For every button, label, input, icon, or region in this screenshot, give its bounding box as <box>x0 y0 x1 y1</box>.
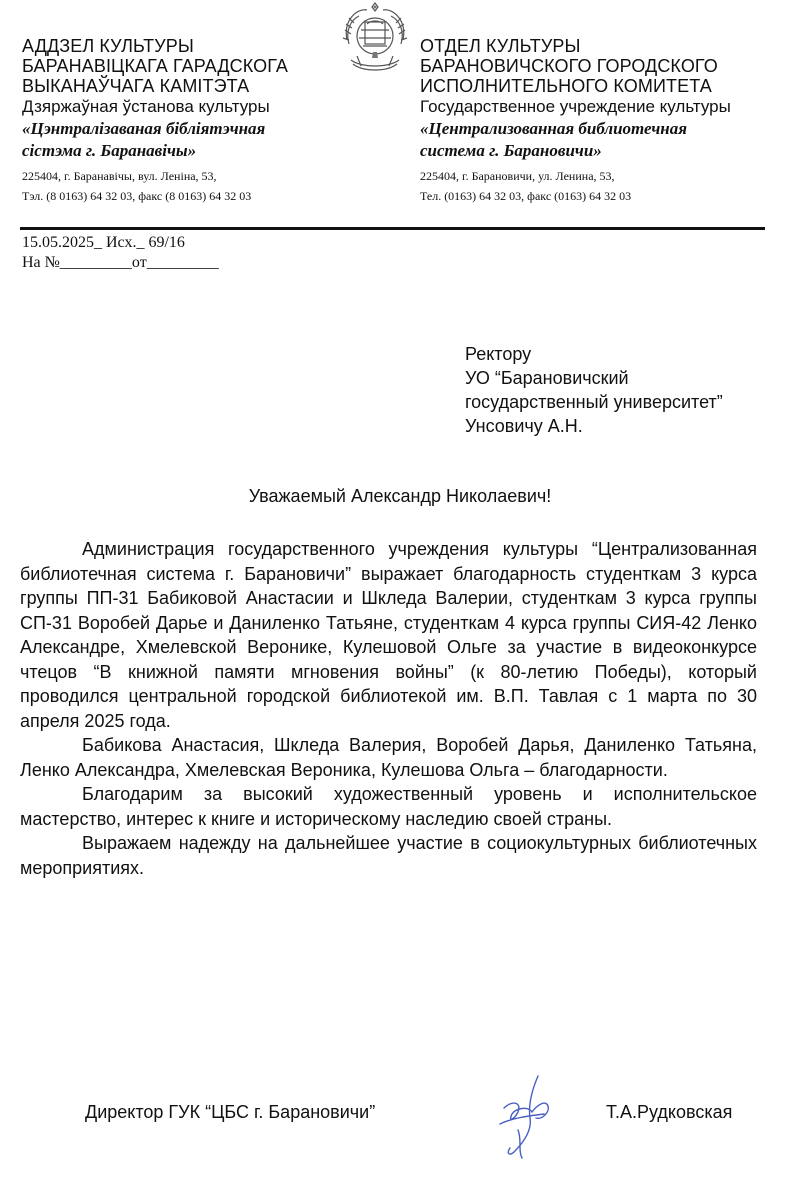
org-line: БАРАНОВИЧСКОГО ГОРОДСКОГО <box>420 56 718 76</box>
addressee-line: государственный университет” <box>465 392 723 412</box>
org-line: ОТДЕЛ КУЛЬТУРЫ <box>420 36 581 56</box>
institution-type: Дзяржаўная ўстанова культуры <box>22 97 270 116</box>
state-emblem-icon <box>337 0 413 82</box>
body-paragraph: Выражаем надежду на дальнейшее участие в социокультурных библиотечных мероприятиях. <box>20 833 757 878</box>
handwritten-signature <box>488 1070 568 1162</box>
institution-name-line: «Централизованная библиотечная <box>420 119 687 138</box>
body-paragraph: Бабикова Анастасия, Шкледа Валерия, Воробей Дарья, Даниленко Татьяна, Ленко Александра, Хмелевская Вероника, Кулешова Ольга – благодарности. <box>20 735 757 780</box>
institution-name-line: сістэма г. Баранавічы» <box>22 141 197 160</box>
phone-fax: Тэл. (8 0163) 64 32 03, факс (8 0163) 64 32 03 <box>22 189 252 203</box>
left-letterhead <box>22 36 372 203</box>
salutation: Уважаемый Александр Николаевич! <box>248 486 552 506</box>
right-letterhead <box>420 36 770 203</box>
institution-name-line: система г. Барановичи» <box>420 141 602 160</box>
institution-type: Государственное учреждение культуры <box>420 97 731 116</box>
org-line: БАРАНАВІЦКАГА ГАРАДСКОГА <box>22 56 288 76</box>
outgoing-date-number: 15.05.2025_ Исх._ 69/16 <box>22 234 185 251</box>
header-divider <box>20 227 765 230</box>
reference-number: На №_________от_________ <box>22 254 219 271</box>
addressee-line: Ректору <box>465 344 532 364</box>
phone-fax: Тел. (0163) 64 32 03, факс (0163) 64 32 03 <box>420 189 632 203</box>
address: 225404, г. Барановичи, ул. Ленина, 53, <box>420 169 615 183</box>
addressee-line: Унсовичу А.Н. <box>465 416 583 436</box>
signatory-title: Директор ГУК “ЦБС г. Барановичи” <box>85 1102 376 1122</box>
body-paragraph: Благодарим за высокий художественный уровень и исполнительское мастерство, интерес к книге и историческому наследию своей страны. <box>20 784 757 829</box>
outgoing-number-block <box>22 233 219 273</box>
signatory-name: Т.А.Рудковская <box>606 1102 733 1122</box>
institution-name-line: «Цэнтралізаваная бібліятэчная <box>22 119 266 138</box>
addressee-line: УО “Барановичский <box>465 368 629 388</box>
addressee-block <box>465 342 723 438</box>
address: 225404, г. Баранавічы, вул. Леніна, 53, <box>22 169 217 183</box>
org-line: АДДЗЕЛ КУЛЬТУРЫ <box>22 36 194 56</box>
body-paragraph: Администрация государственного учреждения культуры “Централизованная библиотечная система г. Барановичи” выражает благодарность студенткам 3 курса группы ПП-31 Бабиковой Анастасии и Шкледа Валерии, студенткам 3 курса группы СП-31 Воробей Дарье и Даниленко Татьяне, студенткам 4 курса группы СИЯ-42 Ленко Александре, Хмелевской Веронике, Кулешовой Ольге за участие в видеоконкурсе чтецов “В книжной памяти мгновения войны” (к 80-летию Победы), который проводился центральной городской библиотекой им. В.П. Тавлая с 1 марта по 30 апреля 2025 года. <box>20 539 757 731</box>
letter-body <box>20 537 757 880</box>
org-line: ВЫКАНАЎЧАГА КАМІТЭТА <box>22 76 250 96</box>
org-line: ИСПОЛНИТЕЛЬНОГО КОМИТЕТА <box>420 76 712 96</box>
